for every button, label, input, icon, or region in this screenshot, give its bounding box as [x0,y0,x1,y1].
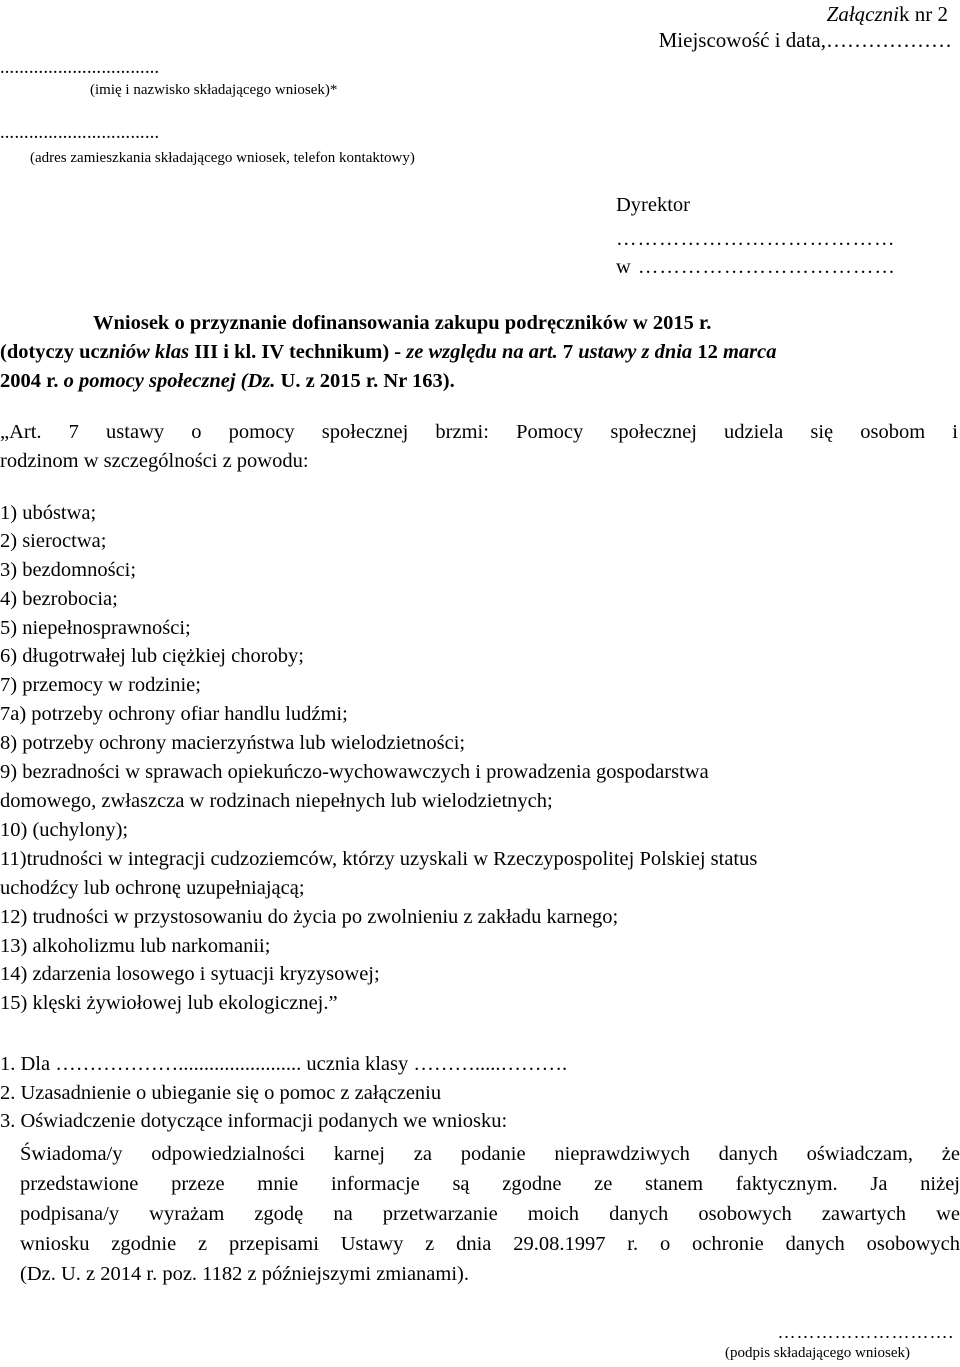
title-seg: o pomocy społecznej (Dz. [63,370,276,392]
applicant-address-caption: (adres zamieszkania składającego wniosek, telefon kontaktowy) [30,150,415,166]
list-item: 15) klęski żywiołowej lub ekologicznej.” [0,992,338,1014]
title-seg: 7 [557,341,579,363]
list-item: 12) trudności w przystosowaniu do życia po zwolnieniu z zakładu karnego; [0,906,619,928]
list-item: 3) bezdomności; [0,559,137,581]
title-seg: ze względu na art. [406,341,558,363]
document-title: Wniosek o przyznanie dofinansowania zakupu podręczników w 2015 r. [93,312,712,334]
declaration-line: (Dz. U. z 2014 r. poz. 1182 z późniejszymi zmianami). [20,1263,469,1285]
declaration-line: wniosku zgodnie z przepisami Ustawy z dnia 29.08.1997 r. o ochronie danych osobowych [20,1233,960,1255]
list-item: 14) zdarzenia losowego i sytuacji kryzysowej; [0,963,380,985]
title-line-3 [0,370,455,393]
list-item: domowego, zwłaszcza w rodzinach niepełnych lub wielodzietnych; [0,790,553,812]
title-seg: U. z 2015 r. Nr 163). [275,370,455,392]
signature-caption: (podpis składającego wniosek) [725,1345,910,1361]
list-item: 4) bezrobocia; [0,588,118,610]
addressee-director: Dyrektor [616,194,691,216]
list-item: 10) (uchylony); [0,819,129,841]
list-item: 7a) potrzeby ochrony ofiar handlu ludźmi; [0,703,348,725]
list-item: 2) sieroctwa; [0,530,107,552]
applicant-address-dots[interactable]: …………………………… [0,127,160,142]
article-intro-line-2: rodzinom w szczególności z powodu: [0,450,309,472]
declaration-heading: 3. Oświadczenie dotyczące informacji podanych we wniosku: [0,1110,508,1132]
applicant-name-dots[interactable]: …………………………… [0,62,160,77]
title-seg: marca [722,341,777,363]
title-seg: 2004 r. [0,370,64,392]
addressee-school[interactable]: w ……………………………… [616,256,896,278]
signature-field[interactable]: ………………………. [777,1322,954,1342]
attachment-label-number: k nr 2 [899,2,948,26]
attachment-label-italic: Załączni [826,2,899,26]
student-class-field[interactable]: 1. Dla ………………........................ ucznia klasy ……….....………. [0,1053,568,1075]
list-item: 5) niepełnosprawności; [0,617,191,639]
list-item: 1) ubóstwa; [0,502,97,524]
place-date-field[interactable]: Miejscowość i data,……………… [658,28,952,52]
list-item: 7) przemocy w rodzinie; [0,674,201,696]
article-intro-line-1: „Art. 7 ustawy o pomocy społecznej brzmi: Pomocy społecznej udziela się osobom i [0,421,958,443]
list-item: 8) potrzeby ochrony macierzyństwa lub wielodzietności; [0,732,466,754]
title-seg: niów klas [108,341,190,363]
addressee-dots[interactable]: ………………………………… [616,228,896,250]
list-item: 6) długotrwałej lub ciężkiej choroby; [0,645,304,667]
title-seg: ustawy z dnia [578,341,693,363]
title-line-2 [0,341,776,364]
justification-item: 2. Uzasadnienie o ubieganie się o pomoc z załączeniu [0,1082,442,1104]
title-seg: III i kl. IV technikum) - [189,341,407,363]
declaration-line: Świadoma/y odpowiedzialności karnej za podanie nieprawdziwych danych oświadczam, że [20,1143,960,1165]
list-item: 11)trudności w integracji cudzoziemców, którzy uzyskali w Rzeczypospolitej Polskiej status [0,848,758,870]
declaration-line: podpisana/y wyrażam zgodę na przetwarzanie moich danych osobowych zawartych we [20,1203,960,1225]
attachment-number [827,2,948,27]
list-item: 9) bezradności w sprawach opiekuńczo-wychowawczych i prowadzenia gospodarstwa [0,761,709,783]
list-item: 13) alkoholizmu lub narkomanii; [0,935,271,957]
applicant-name-caption: (imię i nazwisko składającego wniosek)* [90,82,338,98]
list-item: uchodźcy lub ochronę uzupełniającą; [0,877,305,899]
title-seg: 12 [692,341,723,363]
declaration-line: przedstawione przeze mnie informacje są zgodne ze stanem faktycznym. Ja niżej [20,1173,960,1195]
title-seg: (dotyczy ucz [0,341,109,363]
